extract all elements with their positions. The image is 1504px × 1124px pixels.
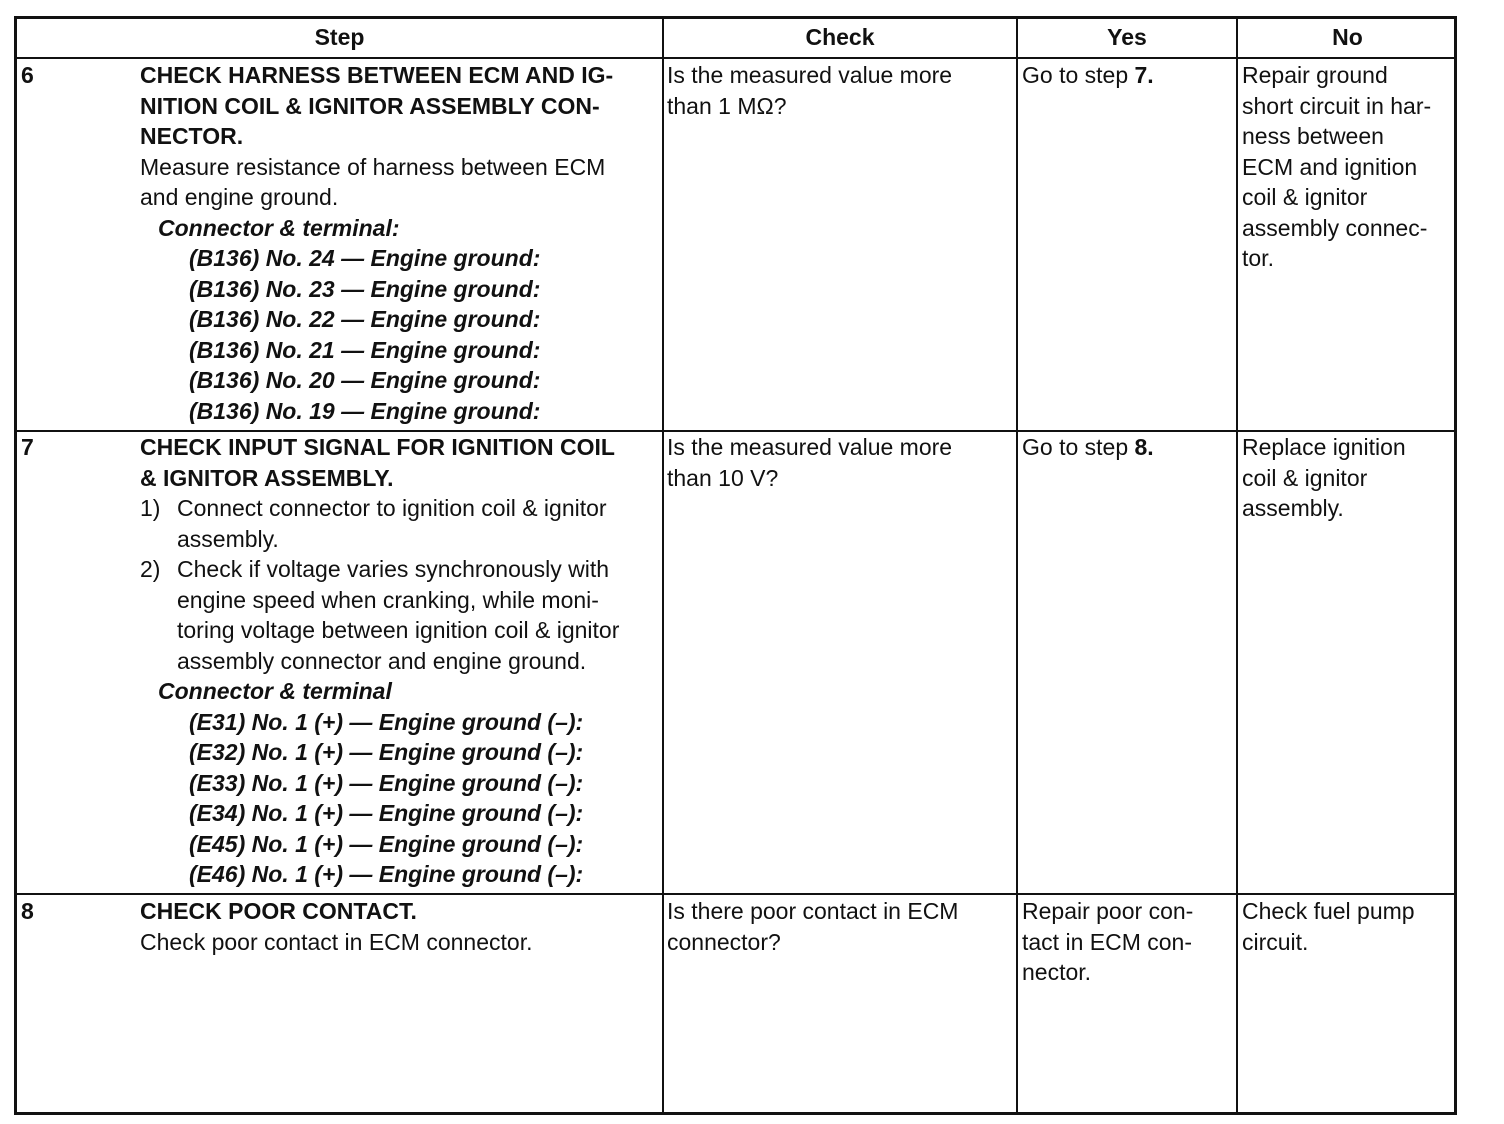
yes-text: Go to step (1022, 62, 1135, 88)
header-step: Step (314, 24, 365, 50)
check-text: connector? (667, 928, 781, 955)
list-item-number: 1) (140, 495, 161, 521)
terminal-line: (B136) No. 24 — Engine ground: (189, 245, 541, 271)
no-text: assembly connec- (1242, 214, 1428, 241)
check-text: Is the measured value more (667, 62, 953, 88)
connector-label: Connector & terminal (158, 678, 392, 704)
divider-header (17, 57, 1454, 59)
divider-check-yes (1016, 19, 1018, 1112)
step-number: 8 (21, 898, 34, 924)
list-item-text: assembly. (177, 525, 279, 552)
no-text: short circuit in har- (1242, 92, 1432, 119)
step-title: NECTOR. (140, 123, 244, 149)
yes-text: tact in ECM con- (1022, 928, 1192, 955)
divider-step-check (662, 19, 664, 1112)
list-item (140, 554, 662, 676)
step-title: & IGNITOR ASSEMBLY. (140, 464, 394, 491)
terminal-line: (B136) No. 19 — Engine ground: (189, 397, 541, 424)
divider-yes-no (1236, 19, 1238, 1112)
check-cell (667, 896, 1013, 957)
step-title: NITION COIL & IGNITOR ASSEMBLY CON- (140, 92, 600, 119)
terminal-line: (B136) No. 20 — Engine ground: (189, 367, 541, 393)
step-title: CHECK POOR CONTACT. (140, 898, 417, 924)
terminal-line: (B136) No. 22 — Engine ground: (189, 306, 541, 332)
no-text: ness between (1242, 123, 1384, 149)
yes-text: nector. (1022, 959, 1092, 985)
step-description: Measure resistance of harness between ECM (140, 153, 606, 180)
step-content (140, 896, 662, 957)
step-content (140, 60, 662, 426)
terminal-line: (E31) No. 1 (+) — Engine ground (–): (189, 708, 584, 735)
terminal-line: (B136) No. 23 — Engine ground: (189, 275, 541, 302)
terminal-line: (E34) No. 1 (+) — Engine ground (–): (189, 800, 584, 826)
yes-cell (1022, 60, 1234, 91)
no-text: circuit. (1242, 928, 1309, 955)
header-check: Check (805, 24, 875, 50)
list-item-text: Check if voltage varies synchronously with (177, 556, 610, 582)
no-text: Repair ground (1242, 62, 1388, 88)
no-text: coil & ignitor (1242, 184, 1368, 210)
step-title: CHECK HARNESS BETWEEN ECM AND IG- (140, 62, 614, 88)
terminal-line: (B136) No. 21 — Engine ground: (189, 336, 541, 363)
connector-label: Connector & terminal: (158, 214, 400, 241)
no-cell (1242, 60, 1457, 274)
no-cell (1242, 432, 1457, 524)
step-content (140, 432, 662, 890)
check-text: Is the measured value more (667, 434, 953, 460)
yes-cell (1022, 432, 1234, 463)
terminal-line: (E45) No. 1 (+) — Engine ground (–): (189, 830, 584, 857)
no-text: tor. (1242, 245, 1274, 271)
list-item-text: engine speed when cranking, while moni- (177, 586, 599, 613)
no-text: Replace ignition (1242, 434, 1406, 460)
no-text: coil & ignitor (1242, 464, 1368, 491)
list-item-number: 2) (140, 556, 161, 582)
header-yes: Yes (1107, 24, 1147, 50)
list-item (140, 493, 662, 554)
terminal-line: (E32) No. 1 (+) — Engine ground (–): (189, 739, 584, 765)
step-number: 6 (21, 62, 34, 88)
terminal-line: (E33) No. 1 (+) — Engine ground (–): (189, 769, 584, 796)
yes-step-ref: 8. (1134, 434, 1154, 460)
check-text: Is there poor contact in ECM (667, 898, 959, 924)
yes-text: Repair poor con- (1022, 898, 1194, 924)
yes-text: Go to step (1022, 434, 1135, 460)
header-no: No (1332, 24, 1363, 50)
step-description: Check poor contact in ECM connector. (140, 928, 533, 955)
check-cell (667, 60, 1013, 121)
diagnostic-table (14, 16, 1457, 1115)
terminal-line: (E46) No. 1 (+) — Engine ground (–): (189, 861, 584, 887)
step-title: CHECK INPUT SIGNAL FOR IGNITION COIL (140, 434, 615, 460)
no-text: Check fuel pump (1242, 898, 1415, 924)
list-item-text: Connect connector to ignition coil & ignitor (177, 495, 607, 521)
check-cell (667, 432, 1013, 493)
no-text: assembly. (1242, 495, 1344, 521)
no-text: ECM and ignition (1242, 153, 1418, 180)
divider-row-7-8 (17, 893, 1454, 895)
list-item-text: assembly connector and engine ground. (177, 647, 587, 674)
yes-step-ref: 7. (1134, 62, 1154, 88)
yes-cell (1022, 896, 1234, 988)
list-item-text: toring voltage between ignition coil & ignitor (177, 617, 620, 643)
check-text: than 10 V? (667, 464, 779, 491)
no-cell (1242, 896, 1457, 957)
step-description: and engine ground. (140, 184, 339, 210)
check-text: than 1 MΩ? (667, 92, 787, 119)
step-number: 7 (21, 434, 34, 460)
